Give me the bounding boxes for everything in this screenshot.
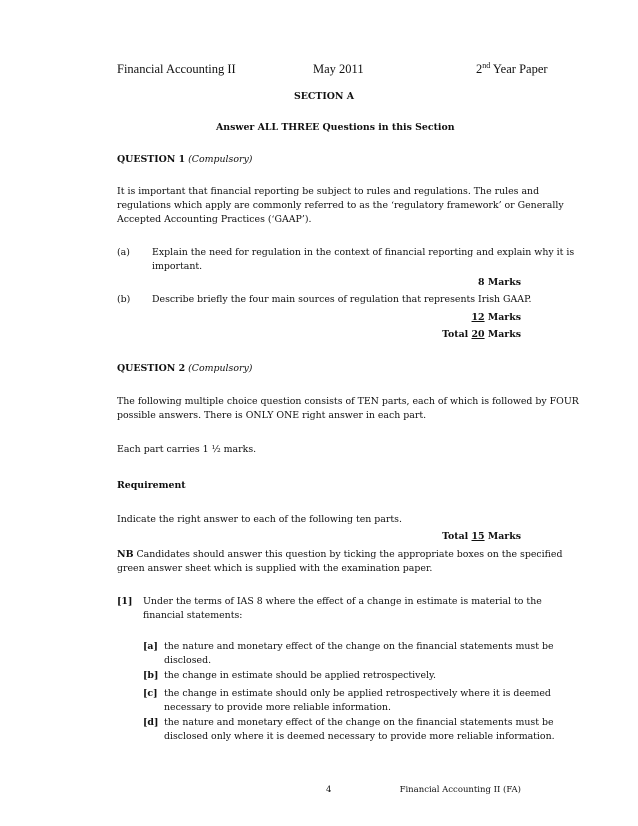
header-year	[476, 62, 548, 77]
q1-intro-line: regulations which apply are commonly referred to as the ‘regulatory framework’ or Generally	[117, 200, 564, 211]
header-date: May 2011	[313, 62, 364, 76]
option-d-label: [d]	[143, 717, 159, 728]
option-a-line: the nature and monetary effect of the change on the financial statements must be	[164, 641, 554, 652]
q2-nb-label: NB	[117, 549, 134, 560]
q1-total-word: Marks	[484, 329, 521, 340]
q2-title: QUESTION 2	[117, 363, 186, 374]
q1-total-number: 20	[471, 329, 485, 340]
q1-total-marks	[442, 328, 521, 342]
q2-item-stem-line: financial statements:	[143, 610, 243, 621]
q1-title: QUESTION 1	[117, 154, 186, 165]
option-c-line: necessary to provide more reliable information.	[164, 702, 391, 713]
q1-intro	[117, 185, 564, 227]
q2-intro	[117, 395, 579, 423]
q1-note: (Compulsory)	[188, 154, 253, 165]
option-c-label: [c]	[143, 688, 158, 699]
footer-course-code: Financial Accounting II (FA)	[399, 785, 521, 795]
q1-part-a-marks-number: 8	[478, 277, 485, 288]
q1-part-a-text	[152, 246, 574, 274]
option-a-label: [a]	[143, 641, 158, 652]
q1-part-a-line: Explain the need for regulation in the context of financial reporting and explain why it is	[152, 247, 575, 258]
q1-heading	[117, 153, 252, 167]
q2-note: (Compulsory)	[188, 363, 253, 374]
option-b-text: the change in estimate should be applied retrospectively.	[164, 670, 437, 681]
q1-part-a-marks-word: Marks	[484, 277, 521, 288]
q2-total-word: Marks	[484, 531, 521, 542]
header-course: Financial Accounting II	[117, 62, 236, 76]
q1-part-a-label: (a)	[117, 247, 130, 258]
footer-page-number: 4	[326, 785, 332, 795]
q1-intro-line: It is important that financial reporting be subject to rules and regulations. The rules and	[117, 186, 540, 197]
q2-intro-line: The following multiple choice question consists of TEN parts, each of which is followed by FOUR	[117, 396, 579, 407]
q1-part-b-label: (b)	[117, 294, 131, 305]
section-instruction: Answer ALL THREE Questions in this Section	[216, 122, 455, 133]
section-title: SECTION A	[293, 91, 354, 102]
q1-part-a-line: important.	[152, 261, 203, 272]
q2-nb-text: Candidates should answer this question by ticking the appropriate boxes on the specified	[133, 549, 563, 560]
q2-total-marks	[442, 530, 521, 544]
q2-item-stem	[143, 595, 542, 623]
q2-item-stem-line: Under the terms of IAS 8 where the effect of a change in estimate is material to the	[143, 596, 542, 607]
q2-total-number: 15	[471, 531, 485, 542]
header-year-text: Year Paper	[490, 62, 548, 76]
option-a-text	[164, 640, 554, 668]
option-d-line: the nature and monetary effect of the change on the financial statements must be	[164, 717, 554, 728]
q2-nb-note	[117, 548, 562, 576]
header-year-suffix: nd	[482, 60, 491, 70]
q2-heading	[117, 362, 252, 376]
option-a-line: disclosed.	[164, 655, 212, 666]
option-b-label: [b]	[143, 670, 159, 681]
option-d-text	[164, 716, 555, 744]
q2-nb-line-2: green answer sheet which is supplied with the examination paper.	[117, 563, 433, 574]
q2-item-label: [1]	[117, 596, 133, 607]
q1-intro-line: Accepted Accounting Practices (‘GAAP’).	[117, 214, 312, 225]
q2-indicate: Indicate the right answer to each of the following ten parts.	[117, 514, 402, 525]
q1-part-b-marks-word: Marks	[484, 312, 521, 323]
q1-part-b-text: Describe briefly the four main sources of regulation that represents Irish GAAP.	[152, 294, 532, 305]
q1-part-a-marks	[478, 276, 521, 290]
q2-nb-line-1	[117, 548, 562, 562]
q2-total-prefix: Total	[442, 531, 472, 542]
q1-part-b-marks	[472, 311, 521, 325]
option-c-text	[164, 687, 551, 715]
option-d-line: disclosed only where it is deemed necessary to provide more reliable information.	[164, 731, 555, 742]
q1-part-b-marks-number: 12	[471, 312, 485, 323]
header-year-number: 2	[476, 62, 483, 76]
option-c-line: the change in estimate should only be applied retrospectively where it is deemed	[164, 688, 551, 699]
q2-marks-per-part: Each part carries 1 ½ marks.	[117, 444, 257, 455]
q1-total-prefix: Total	[442, 329, 472, 340]
q2-requirement-heading: Requirement	[117, 480, 186, 491]
q2-intro-line: possible answers. There is ONLY ONE right answer in each part.	[117, 410, 427, 421]
